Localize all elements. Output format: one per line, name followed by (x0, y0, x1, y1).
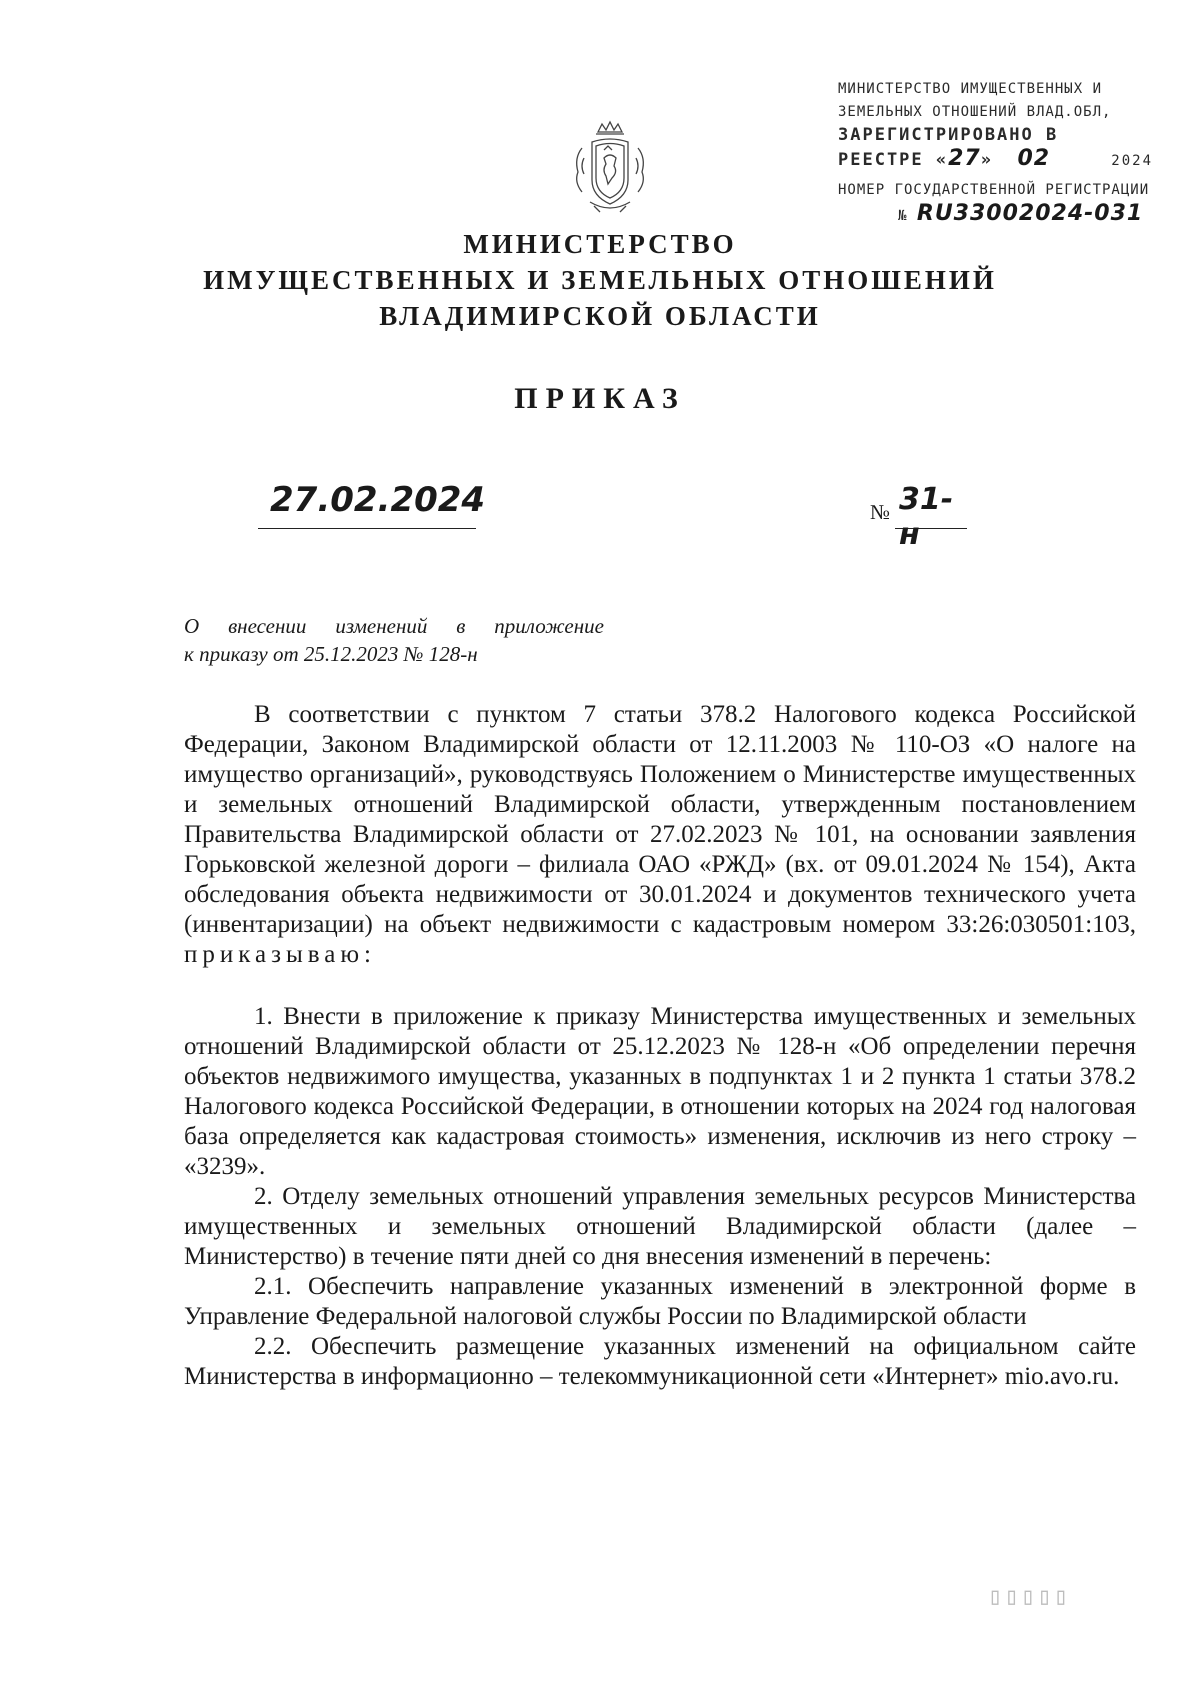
header-line-3: ВЛАДИМИРСКОЙ ОБЛАСТИ (379, 301, 821, 331)
stamp-month: 02 (1017, 146, 1051, 171)
stamp-line-registered: ЗАРЕГИСТРИРОВАНО В (838, 125, 1059, 145)
order-number: 31-н (899, 482, 954, 552)
subject-line-1: О внесении изменений в приложение (184, 614, 604, 638)
stamp-year: 2024 (1111, 153, 1154, 169)
order-body-preamble (184, 700, 1136, 970)
stamp-day: 27 (948, 146, 981, 171)
stamp-line-reg-number-label: НОМЕР ГОСУДАРСТВЕННОЙ РЕГИСТРАЦИИ (838, 182, 1150, 198)
order-number-field (895, 478, 967, 552)
document-title: ПРИКАЗ (514, 382, 686, 415)
coat-of-arms-icon (560, 118, 660, 218)
stamp-line-relations: ЗЕМЕЛЬНЫХ ОТНОШЕНИЙ ВЛАД.ОБЛ, (838, 104, 1112, 120)
stamp-line-registry-date: РЕЕСТРЕ «27» 02 2024 (838, 146, 1154, 171)
item-1: 1. Внести в приложение к приказу Министерства имущественных и земельных отношений Владимирской области от 25.12.2023 № 128-н «Об определении перечня объектов недвижимого имущества, указанных в подпунктах 1 и 2 пункта 1 статьи 378.2 Налогового кодекса Российской Федерации, в отношении которых на 2024 год налоговая база определяется как кадастровая стоимость» изменения, исключив из него строку – «3239». (184, 1003, 1136, 1180)
stamp-line-reg-number: № RU33002024-031 (898, 201, 1144, 226)
order-number-label: № (870, 500, 891, 524)
item-2-1: 2.1. Обеспечить направление указанных изменений в электронной форме в Управление Федеральной налоговой службы России по Владимирской области (184, 1273, 1136, 1330)
faint-page-stamp: ▯▯▯▯▯ (988, 1582, 1071, 1610)
stamp-reg-number: RU33002024-031 (916, 201, 1144, 226)
stamp-line-ministry: МИНИСТЕРСТВО ИМУЩЕСТВЕННЫХ И (838, 81, 1103, 97)
registration-stamp (838, 78, 1178, 228)
order-body-items (184, 1002, 1136, 1392)
preamble-paragraph: В соответствии с пунктом 7 статьи 378.2 Налогового кодекса Российской Федерации, Законом Владимирской области от 12.11.2003 № 110-ОЗ «О налоге на имущество организаций», руководствуясь Положением о Министерстве имущественных и земельных отношений Владимирской области, утвержденным постановлением Правительства Владимирской области от 27.02.2023 № 101, на основании заявления Горьковской железной дороги – филиала ОАО «РЖД» (вх. от 09.01.2024 № 154), Акта обследования объекта недвижимости от 30.01.2024 и документов технического учета (инвентаризации) на объект недвижимости с кадастровым номером 33:26:030501:103, приказываю: (184, 701, 1136, 968)
item-2: 2. Отделу земельных отношений управления земельных ресурсов Министерства имущественных и земельных отношений Владимирской области (далее – Министерство) в течение пяти дней со дня внесения изменений в перечень: (184, 1183, 1136, 1270)
ministry-header (0, 226, 1200, 334)
order-date-field (258, 478, 486, 529)
header-line-2: ИМУЩЕСТВЕННЫХ И ЗЕМЕЛЬНЫХ ОТНОШЕНИЙ (203, 265, 997, 295)
header-line-1: МИНИСТЕРСТВО (463, 229, 737, 259)
order-date: 27.02.2024 (270, 480, 486, 520)
subject-line-2: к приказу от 25.12.2023 № 128-н (184, 642, 478, 666)
item-2-2: 2.2. Обеспечить размещение указанных изменений на официальном сайте Министерства в информационно – телекоммуникационной сети «Интернет» mio.avo.ru. (184, 1333, 1136, 1390)
order-subject (184, 612, 604, 668)
command-word: приказываю: (184, 941, 376, 968)
